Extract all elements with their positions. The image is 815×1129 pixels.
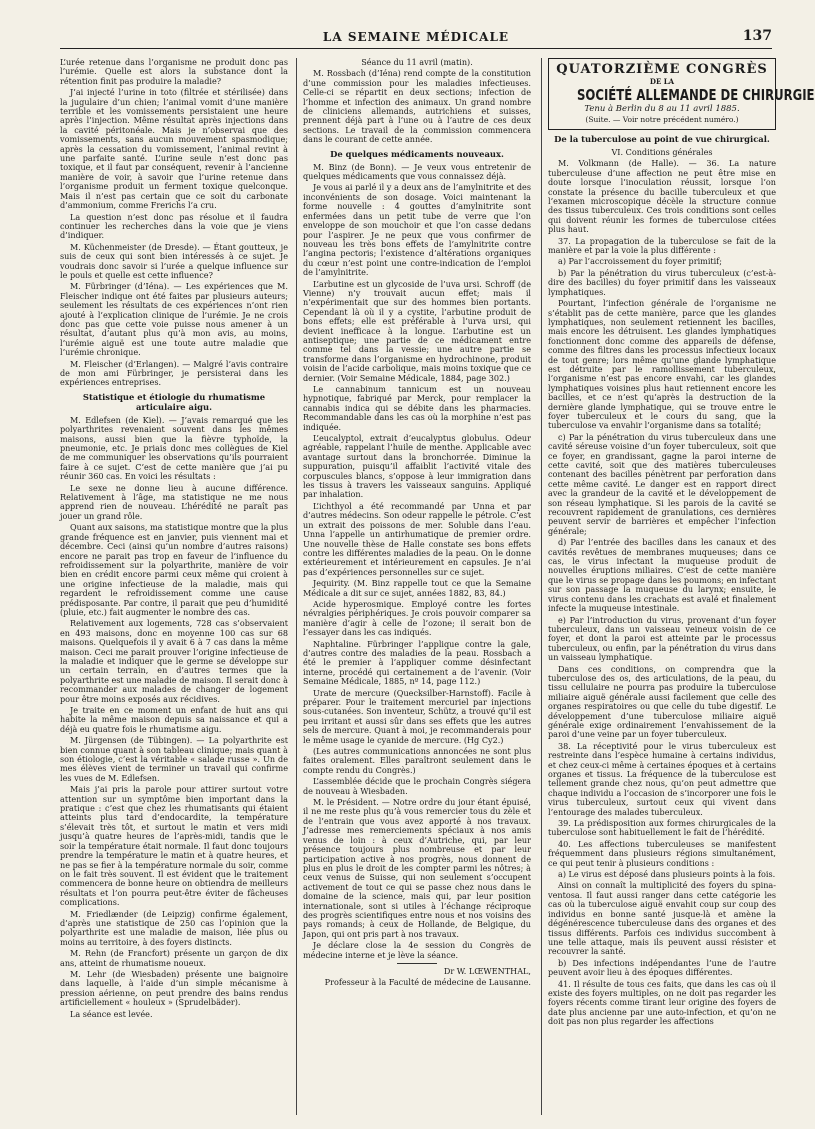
paragraph: M. Friedlænder (de Leipzig) confirme également, d’après une statistique de 250 cas l’opinion que la polyarthrite est une maladie de maison, liée plus ou moins au territoire, à des foyers distincts. [60, 908, 288, 947]
paragraph: La séance est levée. [70, 1008, 153, 1019]
page-number: 137 [742, 28, 772, 44]
paragraph: b) Par la pénétration du virus tuberculeux (c’est-à-dire des bacilles) du foyer primitif dans les vaisseaux lymphatiques. [548, 267, 776, 297]
paragraph: Le sexe ne donne lieu à aucune différence. Relativement à l’âge, ma statistique ne me nous apprend rien de nouveau. L’hérédité ne paraît pas jouer un grand rôle. [60, 482, 288, 521]
paragraph: a) Le virus est déposé dans plusieurs points à la fois. [558, 869, 776, 880]
paragraph: Je traite en ce moment un enfant de huit ans qui habite la même maison depuis sa naissance et qui a déjà eu quatre fois le rhumatisme aigu. [60, 705, 288, 734]
paragraph: M. Lehr (de Wiesbaden) présente une baignoire dans laquelle, à l’aide d’un simple mécanisme à pression aérienne, on peut prendre des bains rendus artificiellement « houleux » (Sprudelbäder). [60, 968, 288, 1008]
paragraph: 41. Il résulte de tous ces faits, que dans les cas où il existe des foyers multiples, on ne doit pas regarder les foyers récents comme tirant leur origine des foyers de date plus ancienne par une auto-infection, et qu’on ne doit pas non plus regarder les affections [548, 978, 776, 1027]
paragraph: b) Des infections indépendantes l’une de l’autre peuvent avoir lieu à des époques différentes. [548, 957, 776, 978]
paragraph: L’assemblée décide que le prochain Congrès siégera de nouveau à Wiesbaden. [303, 776, 531, 796]
paragraph: M. Jürgensen (de Tübingen). — La polyarthrite est bien connue quant à son tableau clinique; mais quant à son étiologie, c’est la véritable « salade russe ». Un de mes élèves vient de terminer un travail qui confirme les vues de M. Edlefsen. [60, 735, 288, 783]
section-title: De quelques médicaments nouveaux. [330, 148, 504, 159]
paragraph: 40. Les affections tuberculeuses se manifestent fréquemment dans plusieurs régions simultanément, ce qui peut tenir à plusieurs conditions : [548, 838, 776, 868]
column-rule-right [541, 58, 542, 1115]
paragraph: Pourtant, l’infection générale de l’organisme ne s’établit pas de cette manière, parce que les glandes lymphatiques, non seulement retiennent les bacilles, mais encore les détruisent. Les glandes lymphatiques fonctionnent donc comme des appareils de défense, comme des filtres dans les processus infectieux locaux de tout genre; lors même qu’une glande lymphatique est détruite par le ramollissement tuberculeux, l’organisme n’est pas encore envahi, car les glandes lymphatiques voisines plus haut retiennent encore les bacilles, et ce n’est qu’après la destruction de la dernière glande lymphatique, qui se trouve entre le foyer tuberculeux et le cours du sang, que la tuberculose va envahir l’organisme dans sa totalité; [548, 298, 776, 431]
paragraph: 39. La prédisposition aux formes chirurgicales de la tuberculose sont habituellement le fait de l’hérédité. [548, 818, 776, 838]
paragraph: (Les autres communications annoncées ne sont plus faites oralement. Elles paraîtront seulement dans le compte rendu du Congrès.) [303, 746, 531, 775]
paragraph: J’ai injecté l’urine in toto (filtrée et stérilisée) dans la jugulaire d’un chien; l’animal vomit d’une manière terrible et les vomissements persistaient une heure après l’injection. Même résultat après injections dans la cavité péritonéale. Mais je n’observai que des vomissements, sans aucun mouvement spasmodique; après la cessation du vomissement, l’animal revint à une parfaite santé. L’urine seule n’est donc pas toxique, et il faut par conséquent, revenir à l’ancienne manière de voir, à savoir que l’urine retenue dans l’organisme produit un ferment toxique quelconque. Mais il n’est pas certain que ce soit du carbonate d’ammonium, comme Frerichs l’a cru. [60, 87, 288, 211]
section-title: Statistique et étiologie du rhumatisme articulaire aigu. [82, 391, 266, 412]
paragraph: Relativement aux logements, 728 cas s’observaient en 493 maisons, donc en moyenne 100 cas sur 68 maisons. Quelquefois il y avait 6 à 7 cas dans la même maison. Ceci me parait prouver l’origine infectieuse de la maladie et indiquer que le germe se développe sur un certain terrain, en d’autres termes que la polyarthrite est une maladie de maison. Il serait donc à recommander aux malades de changer de logement pour être moins exposés aux récidives. [60, 618, 288, 704]
paragraph: M. Edlefsen (de Kiel). — J’avais remarqué que les polyarthrites revenaient souvent dans les mêmes maisons, aussi bien que la fièvre typhoïde, la pneumonie, etc. Je priais donc mes collègues de Kiel de me communiquer les observations qu’ils pourraient faire à ce sujet. C’est de cette manière que j’ai pu réunir 360 cas. En voici les résultats : [60, 414, 288, 482]
paragraph: M. Fleischer (d’Erlangen). — Malgré l’avis contraire de mon ami Fürbringer, je persisterai dans les expériences entreprises. [60, 358, 288, 388]
paragraph: Acide hyperosmique. Employé contre les fortes névralgies périphériques. Je crois pouvoir comparer sa manière d’agir à celle de l’ozone; il serait bon de l’essayer dans les cas indiqués. [303, 598, 531, 638]
paragraph: Jequirity. (M. Binz rappelle tout ce que la Semaine Médicale a dit sur ce sujet, années 1882, 83, 84.) [303, 578, 531, 598]
paragraph: Quant aux saisons, ma statistique montre que la plus grande fréquence est en janvier, puis viennent mai et décembre. Ceci (ainsi qu’un nombre d’autres raisons) encore ne parait pas trop en faveur de l’influence du refroidissement sur la polyarthrite, manière de voir bien en crédit encore parmi ceux même qui croient à une origine infectieuse de la maladie, mais qui regardent le refroidissement comme une cause prédisposante. Par contre, il parait que peu d’humidité (pluie, etc.) fait augmenter le nombre des cas. [60, 522, 289, 617]
congress-heading [548, 58, 815, 130]
paragraph: c) Par la pénétration du virus tuberculeux dans une cavité séreuse voisine d’un foyer tuberculeux, soit que ce foyer, en grandissant, gagne la paroi interne de cette cavité, soit que des matières tuberculeuses contenant des bacilles pénètrent par perforation dans cette même cavité. Le danger est en rapport direct avec la grandeur de la cavité et le développement de son réseau lymphatique. Si les parois de la cavité se recouvrent rapidement de granulations, ces dernières peuvent servir de barrières et empêcher l’infection générale; [548, 431, 776, 536]
paragraph: M. Fürbringer (d’Iéna). — Les expériences que M. Fleischer indique ont été faites par plusieurs auteurs; seulement les résultats de ces expériences n’ont rien ajouté à l’explication clinique de l’urémie. Je ne crois donc pas que cette voie puisse nous amener à un résultat, d’autant plus qu’à mon avis, au moins, l’urémie aiguë est une toute autre maladie que l’urémie chronique. [60, 281, 288, 358]
paragraph: e) Par l’introduction du virus, provenant d’un foyer tuberculeux, dans un vaisseau veineux voisin de ce foyer, et dont la paroi est atteinte par le processus tuberculeux, ou enfin, par la pénétration du virus dans un vaisseau lymphatique. [548, 614, 776, 663]
paragraph: Naphtaline. Fürbringer l’applique contre la gale, d’autres contre des maladies de la peau. Rossbach a été le premier à l’appliquer comme désinfectant interne, procédé qui certainement a de l’avenir. (Voir Semaine Médicale, 1885, nº 14, page 112.) [303, 638, 531, 687]
paragraph: Je déclare close la 4e session du Congrès de médecine interne et je lève la séance. [303, 940, 531, 960]
paragraph: M. Küchenmeister (de Dresde). — Étant goutteux, je suis de ceux qui sont bien intéressés à ce sujet. Je voudrais donc savoir si l’urée a quelque influence sur le pouls et quelle est cette influence? [60, 241, 288, 280]
paragraph: M. le Président. — Notre ordre du jour étant épuisé, il ne me reste plus qu’à vous remercier tous du zèle et de l’entrain que vous avez apporté à nos travaux. J’adresse mes remerciements spéciaux à nos amis venus de loin : à ceux d’Autriche, qui, par leur présence toujours plus nombreuse et par leur participation active à nos progrès, nous donnent de plus en plus le droit de les compter parmi les nôtres; à ceux venus de Suisse, qui non seulement s’occupent activement de tout ce qui se passe chez nous dans le domaine de la science, mais qui, par leur position internationale, sont si utiles à l’échange réciproque des progrès scientifiques entre nous et nos voisins des pays romands; à ceux de Hollande, de Belgique, du Japon, qui ont pris part à nos travaux. [303, 797, 531, 939]
paragraph: Mais j’ai pris la parole pour attirer surtout votre attention sur un symptôme bien important dans la pratique : c’est que chez les rhumatisants qui étaient atteints plus tard d’endocardite, la température s’élevait très tôt, et surtout le matin et vers midi jusqu’à quatre heures de l’après-midi, tandis que le soir la température était normale. Il faut donc toujours prendre la température le matin et à quatre heures, et ne pas se fier à la température normale du soir, comme on le fait très souvent. Il est évident que le traitement commencera de bonne heure on obtiendra de meilleurs résultats et l’on pourra peut-être éviter de fâcheuses complications. [60, 784, 288, 908]
paragraph: d) Par l’entrée des bacilles dans les canaux et des cavités revêtues de membranes muqueuses; dans ce cas, le virus infectant la muqueuse produit de nouvelles éruptions miliaires. C’est de cette manière que le virus se propage dans les poumons; en infectant sur son passage la muqueuse du larynx; ensuite, le virus contenu dans les crachats est avalé et finalement infecte la muqueuse intestinale. [548, 537, 776, 614]
congress-title: QUATORZIÈME CONGRÈS [556, 62, 768, 77]
paragraph: M. Rehn (de Francfort) présente un garçon de dix ans, atteint de rhumatisme noueux. [60, 948, 288, 968]
paragraph: Urate de mercure (Quecksilber-Harnstoff). Facile à préparer. Pour le traitement mercuriel par injections sous-cutanées. Son inventeur, Schütz, a trouvé qu’il est peu irritant et aussi sûr dans ses effets que les autres sels de mercure. Quant à moi, je recommanderais pour le même usage le cyanide de mercure. (Hg Cy2.) [303, 687, 531, 745]
signature: Dr W. LŒWENTHAL, [443, 965, 531, 976]
paragraph: La question n’est donc pas résolue et il faudra continuer les recherches dans la voie que je viens d’indiquer. [60, 211, 288, 241]
place-date: Tenu à Berlin du 8 au 11 avril 1885. [584, 104, 740, 114]
signature-title: Professeur à la Faculté de médecine de Lausanne. [324, 977, 531, 988]
paragraph: Ainsi on connaît la multiplicité des foyers du spina-ventosa. Il faut aussi ranger dans cette catégorie les cas où la tuberculose aiguë envahit coup sur coup des individus en bonne santé jusque-là et amène la dégénérescence tuberculeuse dans des organes et des tissus différents. Parfois ces individus succombent à une telle attaque, mais ils peuvent aussi résister et recouvrer la santé. [548, 880, 776, 957]
continued-note: (Suite. — Voir notre précédent numéro.) [585, 115, 739, 124]
running-title: LA SEMAINE MÉDICALE [322, 30, 510, 44]
paragraph: Je vous ai parlé il y a deux ans de l’amylnitrite et des inconvénients de son dosage. Voici maintenant la forme nouvelle : 4 gouttes d’amylnitrite sont enfermées dans un petit tube de verre que l’on enveloppe de son mouchoir et que l’on casse dedans pour l’aspirer. Je ne peux que vous confirmer de nouveau les très bons effets de l’amylnitrite contre l’angina pectoris; l’existence d’altérations organiques du cœur n’est point une contre-indication de l’emploi de l’amylnitrite. [303, 182, 531, 278]
paragraph: L’eucalyptol, extrait d’eucalyptus globulus. Odeur agréable, rappelant l’huile de menthe. Applicable avec avantage surtout dans la bronchorrée. Diminue la suppuration, puisqu’il affaiblit l’activité vitale des corpuscules blancs, s’oppose à leur immigration dans les tissus à travers les vaisseaux sanguins. Appliqué par inhalation. [303, 433, 531, 500]
society-name: SOCIÉTÉ ALLEMANDE DE CHIRURGIE [576, 86, 815, 104]
subsection-title: VI. Conditions générales [611, 147, 713, 157]
column-rule-left [296, 58, 297, 1115]
paragraph: a) Par l’accroissement du foyer primitif; [558, 256, 722, 267]
session-heading: Séance du 11 avril (matin). [361, 57, 473, 67]
page-header [60, 28, 772, 49]
paragraph: L’arbutine est un glycoside de l’uva ursi. Schroff (de Vienne) n’y trouvait aucun effet; mais il n’expérimentait que sur des hommes bien portants. Cependant là où il y a cystite, l’arbutine produit de bons effets; elle est préférable à l’urva ursi, qui devient inefficace à la longue. L’arbutine est un antiseptique; une partie de ce médicament entre comme tel dans la vessie; une autre partie se transforme dans l’organisme en hydrochinone, produit voisin de l’acide carbolique, mais moins toxique que ce dernier. (Voir Semaine Médicale, 1884, page 302.) [303, 278, 531, 383]
column-1 [60, 58, 288, 1115]
paragraph: M. Binz (de Bonn). — Je veux vous entretenir de quelques médicaments que vous connaissez déjà. [303, 161, 531, 182]
divider [397, 963, 437, 964]
congress-de: DE LA [649, 77, 675, 86]
column-2 [303, 58, 531, 1115]
paragraph: L’ichthyol a été recommandé par Unna et par d’autres médecins. Son odeur rappelle le pétrole. C’est un extrait des poissons de mer. Soluble dans l’eau. Unna l’appelle un antirhumatique de premier ordre. Une nouvelle thèse de Halle constate ses bons effets contre les différentes maladies de la peau. On le donne extérieurement et intérieurement en capsules. Je n’ai pas d’expériences personnelles sur ce sujet. [303, 500, 531, 577]
paragraph: M. Rossbach (d’Iéna) rend compte de la constitution d’une commission pour les maladies infectieuses. Celle-ci se répartit en deux sections; infection de l’homme et infection des animaux. Un grand nombre de cliniciens allemands, autrichiens et suisses, prennent déjà part à l’une ou à l’autre de ces deux sections. Le travail de la commission commencera dans le courant de cette année. [303, 68, 531, 145]
paragraph: L’urée retenue dans l’organisme ne produit donc pas l’urémie. Quelle est alors la substance dont la rétention finit pas produire la maladie? [60, 57, 288, 86]
section-title: De la tuberculose au point de vue chirurgical. [554, 134, 770, 144]
paragraph: 37. La propagation de la tuberculose se fait de la manière et par la voie la plus différente : [548, 235, 776, 256]
paragraph: M. Volkmann (de Halle). — 36. La nature tuberculeuse d’une affection ne peut être mise en doute lorsque l’inoculation réussit, lorsque l’on constate la présence du bacille tuberculeux et que l’examen microscopique décèle la structure connue des tissus tuberculeux. Ces trois conditions sont celles qui doivent réunir les formes de tuberculose citées plus haut. [548, 158, 776, 235]
paragraph: 38. La réceptivité pour le virus tuberculeux est restreinte dans l’espèce humaine à certains individus, et chez ceux-ci même à certaines époques et à certains organes et tissus. La fréquence de la tuberculose est tellement grande chez nous, qu’on peut admettre que chaque individu a l’occasion de s’incorporer une fois le virus tuberculeux, surtout ceux qui vivent dans l’entourage des malades tuberculeux. [548, 740, 776, 817]
paragraph: Le cannabinum tannicum est un nouveau hypnotique, fabriqué par Merck, pour remplacer la cannabis indica qui se débite dans les pharmacies. Recommandable dans les cas où la morphine n’est pas indiquée. [303, 384, 531, 432]
paragraph: Dans ces conditions, on comprendra que la tuberculose des os, des articulations, de la peau, du tissu cellulaire ne pourra pas produire la tuberculose miliaire aiguë générale aussi facilement que celle des organes respiratoires ou que celle du tube digestif. Le développement d’une tuberculose miliaire aiguë générale exige ordinairement l’envahissement de la paroi d’une veine par un foyer tuberculeux. [548, 663, 776, 740]
column-3 [548, 58, 815, 1115]
